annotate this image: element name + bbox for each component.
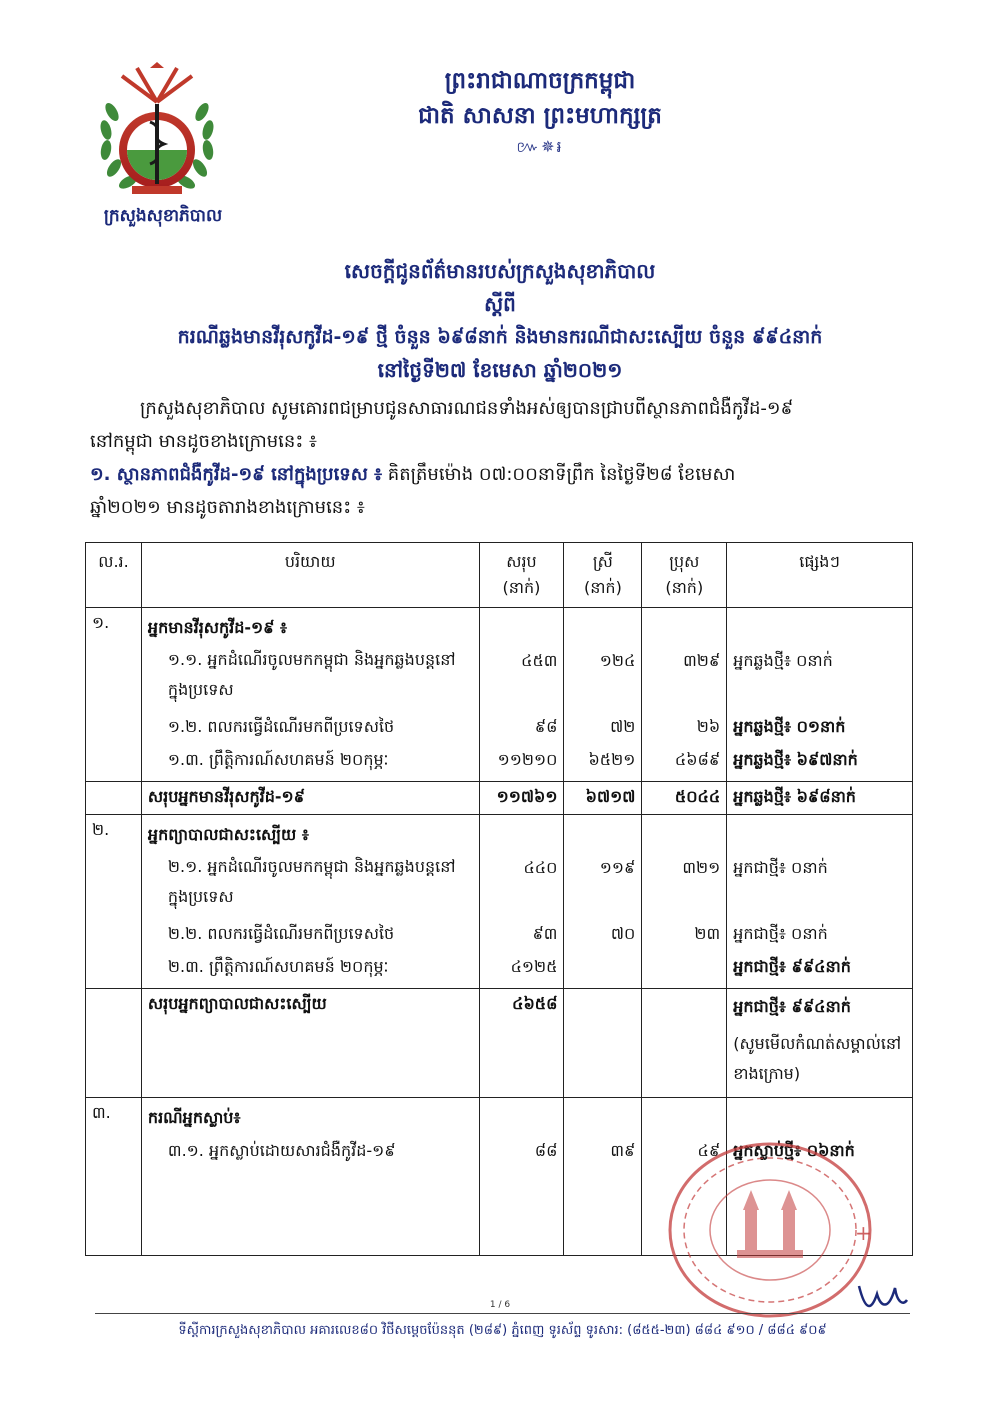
summary-male: [642, 989, 727, 1098]
row-male: [648, 951, 720, 984]
row-female: ៦៥២១: [588, 750, 636, 769]
row-male: ៣២៩: [683, 651, 721, 670]
row-other: អ្នកជាថ្មី៖ ៩៩៤នាក់: [733, 957, 851, 976]
summary-other: អ្នកឆ្លងថ្មី៖ ៦៩៨នាក់: [727, 782, 913, 815]
summary-note: (សូមមើលកំណត់សម្គាល់នៅខាងក្រោម): [733, 1034, 902, 1083]
group-title: អ្នកព្យាបាលជាសះស្បើយ ៖: [147, 825, 309, 844]
header-male: ប្រុស (នាក់): [642, 543, 727, 608]
title-line-1: សេចក្តីជូនព័ត៌មានរបស់ក្រសួងសុខាភិបាល: [344, 259, 656, 283]
summary-total: ១១៧៦១: [479, 782, 564, 815]
row-other: អ្នកជាថ្មី៖ ០នាក់: [733, 924, 828, 943]
summary-total: ៤៦៥៨: [479, 989, 564, 1098]
ministry-name: ក្រសួងសុខាភិបាល: [103, 206, 223, 226]
row-other: អ្នកជាថ្មី៖ ០នាក់: [733, 858, 828, 877]
row-total: ៤១២៥: [510, 957, 558, 976]
section-1-text: គិតត្រឹមម៉ោង ០៧:០០នាទីព្រឹក នៃថ្ងៃទី២៨ ខែមេសា: [387, 464, 736, 485]
group-title: អ្នកមានវីរុសកូវីដ-១៩ ៖: [147, 618, 288, 637]
row-total: ៤៥៣: [521, 651, 558, 670]
kingdom-name: ព្រះរាជាណាចក្រកម្ពុជា: [444, 68, 636, 94]
summary-row: [86, 989, 913, 1098]
row-total: ៩៨: [534, 717, 558, 736]
signature-icon: [855, 1280, 910, 1316]
row-total: ៨៨: [534, 1141, 558, 1160]
row-female: [570, 951, 635, 984]
svg-text:+: +: [855, 1221, 872, 1245]
row-other: អ្នកស្លាប់ថ្មី៖ ០៦នាក់: [733, 1141, 855, 1160]
intro-line-2: នៅកម្ពុជា មានដូចខាងក្រោមនេះ ៖: [90, 431, 317, 452]
row-total: ១១២១០: [497, 750, 558, 769]
footer-divider: [95, 1313, 910, 1314]
row-total: ៩៣: [532, 924, 558, 943]
header-total: សរុប (នាក់): [479, 543, 564, 608]
row-male: ២៦: [696, 717, 721, 736]
footer-address: ទីស្តីការក្រសួងសុខាភិបាល អគារលេខ៨០ វិថីសម្តេចប៉ែននុត (២៨៩) ភ្នំពេញ ទូរស័ព្ទ ទូរសារ: (៨៥៥-២៣) ៨៨៤ ៩១០ / ៨៨៤ ៩០៩: [178, 1323, 827, 1338]
table-row: [86, 815, 913, 989]
row-male: ៣២១: [682, 858, 721, 877]
row-desc: ២.៣. ព្រឹត្តិការណ៍សហគមន៍ ២០កុម្ភៈ: [167, 957, 389, 976]
section-1-text-2: ឆ្នាំ២០២១ មានដូចតារាងខាងក្រោមនេះ ៖: [90, 497, 365, 518]
header-female: ស្រី (នាក់): [564, 543, 642, 608]
summary-female: [564, 989, 642, 1098]
national-motto: ជាតិ សាសនា ព្រះមហាក្សត្រ: [418, 103, 662, 129]
row-desc: ១.៣. ព្រឹត្តិការណ៍សហគមន៍ ២០កុម្ភៈ: [167, 750, 389, 769]
header-no: ល.រ.: [86, 543, 142, 608]
row-desc: ១.២. ពលករធ្វើដំណើរមកពីប្រទេសថៃ: [167, 717, 395, 736]
table-header-row: [86, 543, 913, 608]
row-desc: ២.២. ពលករធ្វើដំណើរមកពីប្រទេសថៃ: [167, 924, 395, 943]
row-other: អ្នកឆ្លងថ្មី៖ ០១នាក់: [733, 717, 846, 736]
table-row: [86, 608, 913, 782]
intro-paragraph: [90, 392, 920, 458]
summary-desc: សរុបអ្នកព្យាបាលជាសះស្បើយ: [141, 989, 479, 1098]
row-desc: ២.១. អ្នកដំណើរចូលមកកម្ពុជា និងអ្នកឆ្លងបន្តនៅក្នុងប្រទេស: [167, 857, 456, 906]
row-male: ៤៩: [697, 1141, 721, 1160]
row-female: ១២៤: [599, 651, 636, 670]
ministry-emblem-icon: [92, 62, 222, 202]
summary-other: អ្នកជាថ្មី៖ ៩៩៤នាក់: [733, 997, 851, 1016]
row-female: ១១៩: [599, 858, 636, 877]
summary-desc: សរុបអ្នកមានវីរុសកូវីដ-១៩: [141, 782, 479, 815]
row-other: អ្នកឆ្លងថ្មី៖ ០នាក់: [733, 651, 833, 670]
row-female: ៧០: [610, 924, 636, 943]
row-male: ២៣: [694, 924, 721, 943]
row-total: ៤៤០: [523, 858, 558, 877]
header-other: ផ្សេងៗ: [727, 543, 913, 608]
intro-line-1: ក្រសួងសុខាភិបាល សូមគោរពជម្រាបជូនសាធារណជនទាំងអស់ឲ្យបានជ្រាបពីស្ថានភាពជំងឺកូវីដ-១៩: [140, 398, 794, 419]
document-title: [80, 255, 920, 387]
group-title: ករណីអ្នកស្លាប់៖: [147, 1108, 241, 1127]
title-line-2: ស្តីពី: [484, 292, 516, 316]
title-line-4: នៅថ្ងៃទី២៧ ខែមេសា ឆ្នាំ២០២១: [377, 358, 623, 382]
summary-male: ៥០៤៤: [642, 782, 727, 815]
group-no: ១.: [86, 608, 142, 782]
page-number: 1 / 6: [489, 1300, 511, 1310]
header-desc: បរិយាយ: [141, 543, 479, 608]
row-desc: ១.១. អ្នកដំណើរចូលមកកម្ពុជា និងអ្នកឆ្លងបន្តនៅក្នុងប្រទេស: [167, 650, 456, 699]
group-no: ៣.: [86, 1098, 142, 1256]
title-line-3: ករណីឆ្លងមានវីរុសកូវីដ-១៩ ថ្មី ចំនួន ៦៩៨នាក់ និងមានករណីជាសះស្បើយ ចំនួន ៩៩៤នាក់: [177, 326, 823, 348]
summary-row: [86, 782, 913, 815]
summary-female: ៦៧១៧: [564, 782, 642, 815]
ornament: ៚✵៛: [516, 137, 564, 156]
section-1: [90, 458, 920, 524]
kingdom-header: [300, 64, 780, 160]
row-female: ៣៩: [610, 1141, 636, 1160]
group-no: ២.: [86, 815, 142, 989]
row-female: ៧២: [610, 717, 636, 736]
section-1-heading: ១. ស្ថានភាពជំងឺកូវីដ-១៩ នៅក្នុងប្រទេស ៖: [90, 464, 383, 485]
row-desc: ៣.១. អ្នកស្លាប់ដោយសារជំងឺកូវីដ-១៩: [167, 1141, 396, 1160]
row-other: អ្នកឆ្លងថ្មី៖ ៦៩៧នាក់: [733, 750, 858, 769]
row-male: ៤៦៨៩: [674, 750, 721, 769]
official-seal-icon: [665, 1140, 875, 1320]
